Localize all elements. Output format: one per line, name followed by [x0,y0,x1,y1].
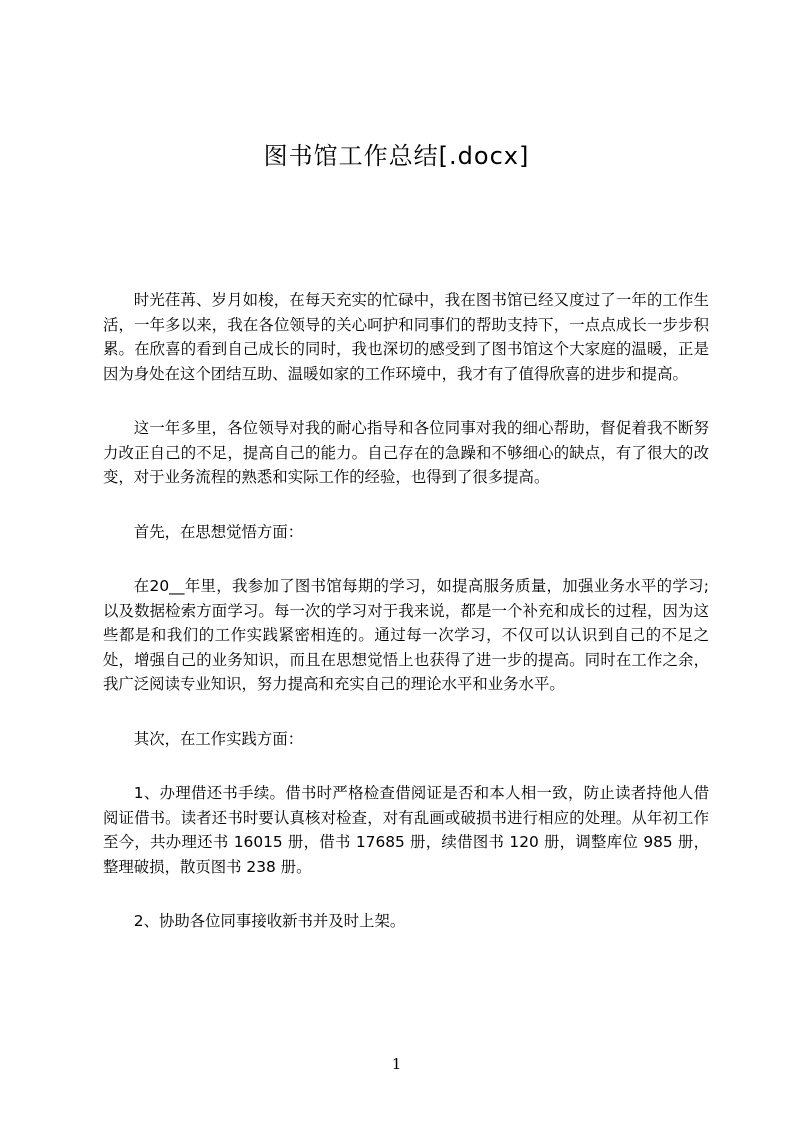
section-heading-practice: 其次，在工作实践方面： [133,729,304,748]
document-body [103,288,709,964]
section-heading-thought: 首先，在思想觉悟方面： [133,522,304,541]
paragraph-new-books: 2、协助各位同事接收新书并及时上架。 [133,912,406,930]
paragraph-growth: 这一年多里，各位领导对我的耐心指导和各位同事对我的细心帮助，督促着我不断努力改正自己的不足，提高自己的能力。自己存在的急躁和不够细心的缺点，有了很大的改变，对于业务流程的熟悉和实际工作的经验，也得到了很多提高。 [103,419,709,486]
document-title: 图书馆工作总结[.docx] [263,142,530,170]
page-number: 1 [391,1055,402,1073]
paragraph-study: 在20__年里，我参加了图书馆每期的学习，如提高服务质量，加强业务水平的学习;以及数据检索方面学习。每一次的学习对于我来说，都是一个补充和成长的过程，因为这些都是和我们的工作实践紧密相连的。通过每一次学习，不仅可以认识到自己的不足之处，增强自己的业务知识，而且在思想觉悟上也获得了进一步的提高。同时在工作之余，我广泛阅读专业知识，努力提高和充实自己的理论水平和业务水平。 [103,577,709,693]
paragraph-lending: 1、办理借还书手续。借书时严格检查借阅证是否和本人相一致，防止读者持他人借阅证借书。读者还书时要认真核对检查，对有乱画或破损书进行相应的处理。从年初工作至今，共办理还书 16015 册，借书 17685 册，续借图书 120 册，调整库位 985 册，整理破损，散页图书 238 册。 [103,784,709,876]
paragraph-intro: 时光荏苒、岁月如梭，在每天充实的忙碌中，我在图书馆已经又度过了一年的工作生活，一年多以来，我在各位领导的关心呵护和同事们的帮助支持下，一点点成长一步步积累。在欣喜的看到自己成长的同时，我也深切的感受到了图书馆这个大家庭的温暖，正是因为身处在这个团结互助、温暖如家的工作环境中，我才有了值得欣喜的进步和提高。 [103,291,709,383]
